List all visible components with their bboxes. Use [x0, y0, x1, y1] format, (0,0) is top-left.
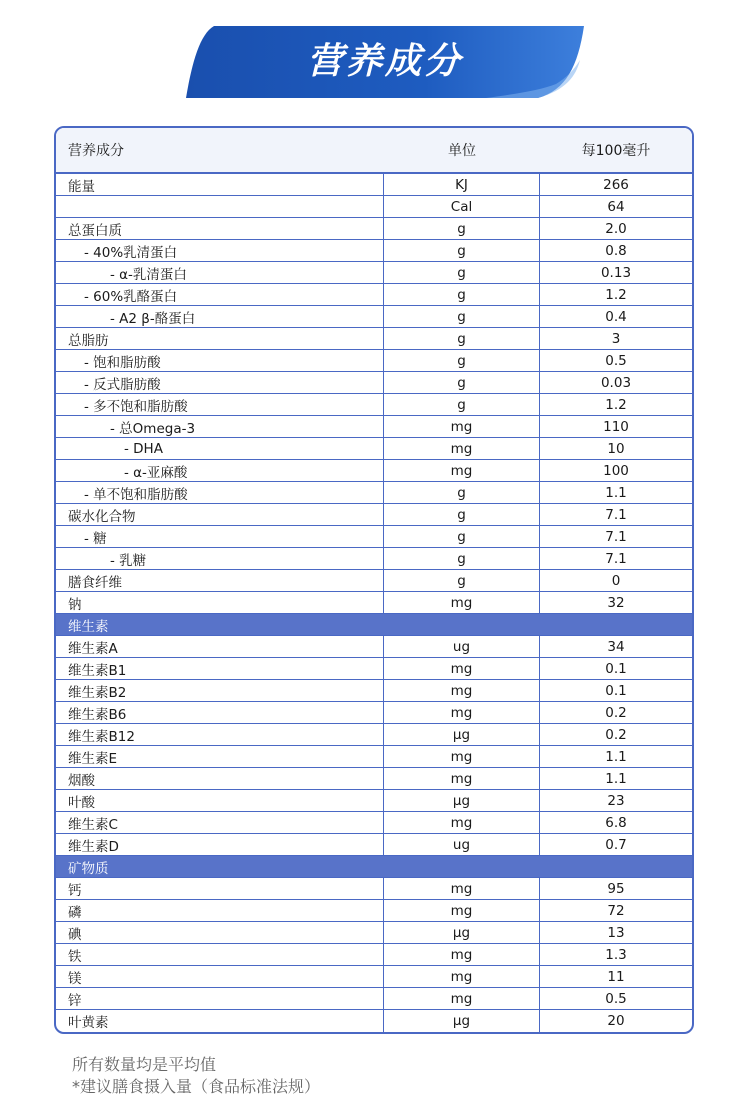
row-value: 20: [607, 1013, 625, 1029]
row-name: 维生素B2: [56, 680, 384, 701]
row-unit: g: [384, 262, 540, 283]
row-unit: μg: [384, 1010, 540, 1032]
row-value: 7.1: [605, 506, 627, 523]
row-name: - DHA: [56, 438, 384, 459]
row-unit: mg: [384, 966, 540, 987]
row-name: 铁: [56, 944, 384, 965]
row-name: - 乳糖: [56, 548, 384, 569]
table-row: [56, 218, 692, 240]
table-row: [56, 834, 692, 856]
table-row: [56, 548, 692, 570]
row-unit: mg: [384, 878, 540, 899]
row-unit: g: [384, 240, 540, 261]
table-row: [56, 526, 692, 548]
row-value: 1.2: [605, 286, 627, 303]
row-name: - 总Omega-3: [56, 416, 384, 437]
row-value: 1.1: [605, 748, 627, 765]
row-value: 1.3: [605, 946, 627, 963]
row-unit: ug: [384, 636, 540, 657]
row-value: 7.1: [605, 550, 627, 567]
row-unit: mg: [384, 944, 540, 965]
row-unit: g: [384, 372, 540, 393]
row-unit: mg: [384, 592, 540, 613]
row-name: - A2 β-酪蛋白: [56, 306, 384, 327]
row-unit: g: [384, 218, 540, 239]
table-row: [56, 680, 692, 702]
row-value: 266: [603, 176, 629, 193]
row-value: 2.0: [605, 220, 627, 237]
row-name: 维生素D: [56, 834, 384, 855]
table-row: [56, 416, 692, 438]
table-row: [56, 746, 692, 768]
table-row: [56, 966, 692, 988]
row-name: - 饱和脂肪酸: [56, 350, 384, 371]
row-name: 镁: [56, 966, 384, 987]
row-value: 32: [607, 594, 625, 611]
row-unit: KJ: [384, 174, 540, 195]
row-unit: mg: [384, 812, 540, 833]
table-row: [56, 922, 692, 944]
row-name: 维生素C: [56, 812, 384, 833]
row-value: 0.1: [605, 660, 627, 677]
row-name: 钠: [56, 592, 384, 613]
row-value: 0: [611, 572, 621, 589]
table-row: [56, 790, 692, 812]
row-name: - α-乳清蛋白: [56, 262, 384, 283]
row-value: 0.2: [605, 726, 627, 743]
row-name: 维生素B12: [56, 724, 384, 745]
row-name: 碘: [56, 922, 384, 943]
row-unit: mg: [384, 900, 540, 921]
row-unit: g: [384, 482, 540, 503]
row-value: 110: [603, 418, 629, 435]
row-name: - 反式脂肪酸: [56, 372, 384, 393]
table-row: [56, 284, 692, 306]
row-name: 钙: [56, 878, 384, 899]
table-row: [56, 372, 692, 394]
row-name: [56, 196, 384, 217]
table-row: [56, 944, 692, 966]
row-unit: μg: [384, 922, 540, 943]
row-unit: mg: [384, 658, 540, 679]
row-name: 维生素B1: [56, 658, 384, 679]
table-row: [56, 878, 692, 900]
row-name: 维生素A: [56, 636, 384, 657]
row-value: 10: [607, 440, 625, 457]
note-average: 所有数量均是平均值: [72, 1055, 217, 1074]
page-title: 营养成分: [306, 41, 463, 82]
row-value: 3: [611, 330, 621, 347]
row-value: 0.03: [600, 374, 632, 391]
row-unit: μg: [384, 724, 540, 745]
row-unit: g: [384, 504, 540, 525]
row-unit: mg: [384, 702, 540, 723]
header-unit: 单位: [448, 143, 476, 159]
row-value: 1.1: [605, 484, 627, 501]
table-row: [56, 636, 692, 658]
row-name: 总蛋白质: [56, 218, 384, 239]
row-unit: μg: [384, 790, 540, 811]
title-banner: [186, 26, 584, 98]
table-row: [56, 240, 692, 262]
table-row: [56, 988, 692, 1010]
row-unit: g: [384, 328, 540, 349]
note-recommended-intake: *建议膳食摄入量（食品标准法规）: [72, 1077, 321, 1096]
row-unit: g: [384, 570, 540, 591]
row-unit: mg: [384, 416, 540, 437]
row-unit: mg: [384, 988, 540, 1009]
row-unit: mg: [384, 460, 540, 481]
table-row: [56, 768, 692, 790]
row-value: 100: [603, 462, 629, 479]
table-row: [56, 592, 692, 614]
table-row: [56, 1010, 692, 1032]
row-value: 95: [607, 880, 625, 897]
table-row: [56, 460, 692, 482]
row-unit: mg: [384, 746, 540, 767]
row-unit: ug: [384, 834, 540, 855]
row-name: 膳食纤维: [56, 570, 384, 591]
row-unit: g: [384, 350, 540, 371]
row-name: 叶黄素: [56, 1010, 384, 1032]
table-row: [56, 350, 692, 372]
row-value: 64: [607, 198, 625, 215]
table-header: [56, 128, 692, 174]
row-unit: mg: [384, 680, 540, 701]
section-vitamins: 维生素: [56, 614, 692, 636]
row-unit: g: [384, 526, 540, 547]
table-row: [56, 724, 692, 746]
table-row: [56, 658, 692, 680]
table-row: [56, 504, 692, 526]
row-value: 34: [607, 638, 625, 655]
header-value: 每100毫升: [581, 143, 651, 159]
row-value: 72: [607, 902, 625, 919]
row-name: - 60%乳酪蛋白: [56, 284, 384, 305]
row-value: 1.1: [605, 770, 627, 787]
table-row: [56, 262, 692, 284]
row-unit: g: [384, 306, 540, 327]
header-name: 营养成分: [68, 143, 124, 159]
row-value: 0.13: [600, 264, 632, 281]
table-row: [56, 328, 692, 350]
row-value: 0.4: [605, 308, 627, 325]
row-value: 13: [607, 924, 625, 941]
row-value: 11: [607, 968, 625, 985]
row-name: - 糖: [56, 526, 384, 547]
row-unit: g: [384, 284, 540, 305]
table-row: [56, 812, 692, 834]
row-value: 0.2: [605, 704, 627, 721]
row-name: - α-亚麻酸: [56, 460, 384, 481]
row-value: 0.5: [605, 352, 627, 369]
row-name: 总脂肪: [56, 328, 384, 349]
row-value: 0.1: [605, 682, 627, 699]
table-row: [56, 482, 692, 504]
row-value: 6.8: [605, 814, 627, 831]
nutrition-table: [54, 126, 694, 1034]
section-minerals: 矿物质: [56, 856, 692, 878]
table-row: [56, 900, 692, 922]
table-row: [56, 196, 692, 218]
row-name: - 多不饱和脂肪酸: [56, 394, 384, 415]
table-row: [56, 438, 692, 460]
row-value: 0.8: [605, 242, 627, 259]
row-value: 0.5: [605, 990, 627, 1007]
row-unit: mg: [384, 768, 540, 789]
table-row: [56, 702, 692, 724]
row-name: 烟酸: [56, 768, 384, 789]
row-name: 维生素E: [56, 746, 384, 767]
table-row: [56, 306, 692, 328]
row-value: 1.2: [605, 396, 627, 413]
row-unit: g: [384, 394, 540, 415]
row-name: 磷: [56, 900, 384, 921]
row-name: 碳水化合物: [56, 504, 384, 525]
row-value: 23: [607, 792, 625, 809]
row-unit: g: [384, 548, 540, 569]
row-value: 7.1: [605, 528, 627, 545]
row-name: 锌: [56, 988, 384, 1009]
table-row: [56, 174, 692, 196]
row-name: - 单不饱和脂肪酸: [56, 482, 384, 503]
row-unit: Cal: [384, 196, 540, 217]
row-name: 能量: [56, 174, 384, 195]
row-unit: mg: [384, 438, 540, 459]
row-name: 维生素B6: [56, 702, 384, 723]
table-row: [56, 394, 692, 416]
row-name: 叶酸: [56, 790, 384, 811]
row-value: 0.7: [605, 836, 627, 853]
footnotes: [72, 1054, 320, 1098]
row-name: - 40%乳清蛋白: [56, 240, 384, 261]
table-row: [56, 570, 692, 592]
